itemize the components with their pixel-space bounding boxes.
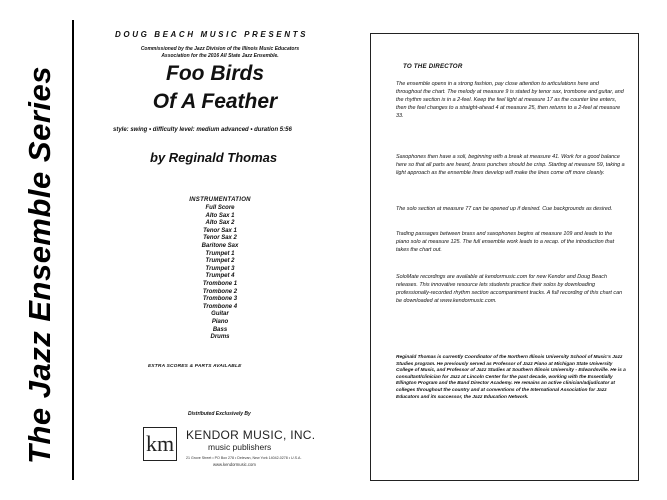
instrument-item: Piano bbox=[211, 318, 229, 325]
kendor-logo bbox=[143, 427, 177, 461]
publisher-website: www.kendormusic.com bbox=[213, 462, 256, 467]
instrument-item: Drums bbox=[210, 334, 230, 341]
notes-paragraph-4: Trading passages between brass and saxophones begins at measure 109 and leads to the piano solo at measure 125. The full ensemble work leads to a recap. of the introduction that takes the chart out. bbox=[396, 231, 615, 253]
director-notes-heading: TO THE DIRECTOR bbox=[403, 63, 463, 70]
extras-note: EXTRA SCORES & PARTS AVAILABLE bbox=[148, 364, 242, 369]
title-line-2: Of A Feather bbox=[152, 90, 278, 113]
distributed-by: Distributed Exclusively By bbox=[188, 411, 251, 417]
publisher-subtitle: music publishers bbox=[208, 442, 272, 452]
instrument-item: Trumpet 3 bbox=[205, 265, 235, 272]
presents-heading: DOUG BEACH MUSIC PRESENTS bbox=[115, 30, 309, 39]
commission-note bbox=[110, 46, 330, 60]
notes-paragraph-1: The ensemble opens in a strong fashion, pay close attention to articulations here and throughout the chart. The melody at measure 9 is stated by tenor sax, trombone and guitar, and the rhythm section is in a 2-feel. Keep the feel light at measure 17 as the counter line enters, then the feel changes to a straight-ahead 4 at measure 25, then returns to a 2-feel at measure 33. bbox=[396, 81, 624, 119]
instrumentation-list bbox=[170, 205, 270, 342]
commission-line-1: Commissioned by the Jazz Division of the Illinois Music Educators bbox=[140, 46, 300, 52]
logo-mark: km bbox=[145, 431, 175, 456]
publisher-address: 21 Grove Street • PO Box 278 • Delevan, New York 14042-0278 • U.S.A. bbox=[186, 456, 302, 460]
instrument-item: Trombone 3 bbox=[202, 296, 238, 303]
instrument-item: Bass bbox=[212, 326, 228, 333]
publisher-name: KENDOR MUSIC, INC. bbox=[186, 428, 316, 442]
commission-line-2: Association for the 2016 All State Jazz Ensemble. bbox=[161, 53, 279, 59]
instrument-item: Alto Sax 2 bbox=[205, 220, 235, 227]
instrument-item: Full Score bbox=[205, 205, 235, 211]
instrumentation-heading: INSTRUMENTATION bbox=[189, 197, 251, 203]
instrument-item: Trombone 4 bbox=[202, 303, 238, 310]
style-details: style: swing • difficulty level: medium advanced • duration 5:56 bbox=[113, 127, 292, 133]
composer-credit: by Reginald Thomas bbox=[150, 150, 278, 165]
instrument-item: Guitar bbox=[211, 311, 229, 318]
instrument-item: Baritone Sax bbox=[201, 242, 239, 249]
notes-paragraph-3: The solo section at measure 77 can be opened up if desired. Cue backgrounds as desired. bbox=[396, 206, 613, 212]
composer-bio: Reginald Thomas is currently Coordinator of the Northern Illinois University School of Music's Jazz Studies program. He previously served as Professor of Jazz Piano at Michigan State University College of Music, and Professor of Jazz Studies at Southern Illinois University - Edwardsville. He is a consultant/clinician for Jazz at Lincoln Center for the past decade, working with the Essentially Ellington Program and the Band Director Academy. He remains an active clinician/adjudicator at colleges throughout the country and at conventions of the International Association for Jazz Educators and its successor, the Jazz Education Network. bbox=[396, 355, 626, 400]
spine-divider bbox=[72, 20, 74, 480]
instrument-item: Trombone 1 bbox=[202, 280, 238, 287]
instrument-item: Trumpet 1 bbox=[205, 250, 235, 257]
notes-paragraph-2: Saxophones then have a soli, beginning with a break at measure 41. Work for a good balance here so that all parts are heard, brass punches should be crisp. Starting at measure 59, taking a light approach as the ensemble lines develop will make the lines come off more cleanly. bbox=[396, 154, 625, 176]
instrument-item: Alto Sax 1 bbox=[205, 212, 235, 219]
series-spine bbox=[14, 55, 66, 475]
title-line-1: Foo Birds bbox=[166, 62, 264, 85]
instrument-item: Tenor Sax 2 bbox=[203, 235, 237, 242]
instrument-item: Trumpet 4 bbox=[205, 273, 235, 280]
instrument-item: Trumpet 2 bbox=[205, 258, 235, 265]
series-title: The Jazz Ensemble Series bbox=[22, 66, 57, 464]
instrument-item: Trombone 2 bbox=[202, 288, 238, 295]
notes-paragraph-5: SoloMate recordings are available at kendormusic.com for new Kendor and Doug Beach releases. This innovative resource lets students practice their solos by downloading professionally-recorded rhythm section accompaniment tracks. A full recording of this chart can be downloaded at www.kendormusic.com. bbox=[396, 274, 623, 304]
instrument-item: Tenor Sax 1 bbox=[203, 227, 237, 234]
